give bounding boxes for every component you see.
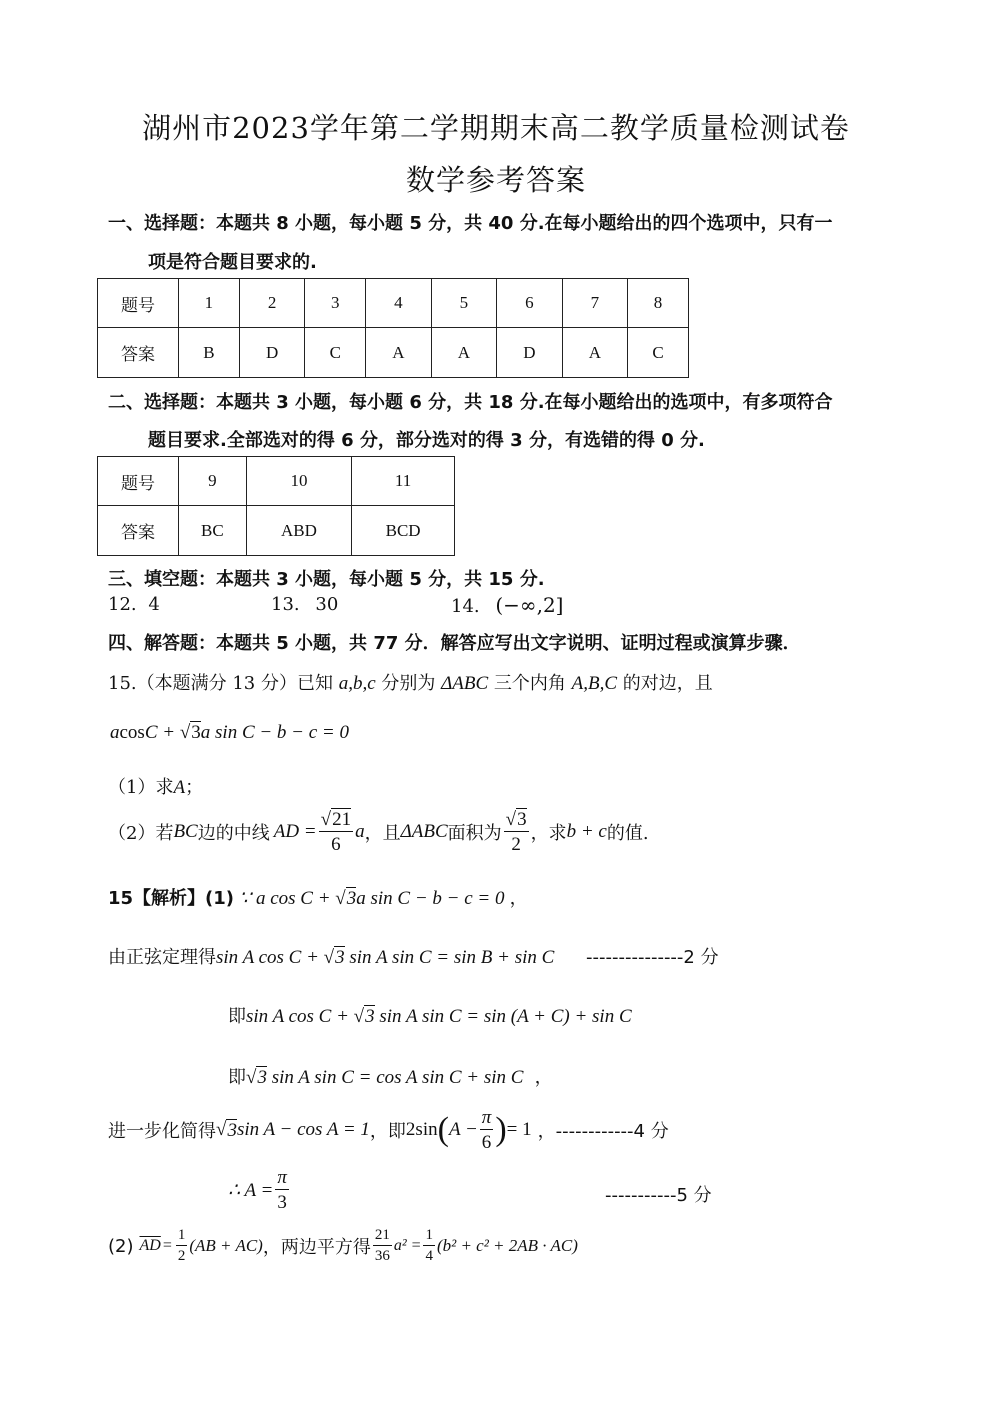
- fill-q13-number: 13.: [271, 594, 300, 615]
- q15-part1: [108, 773, 203, 799]
- solution-l7-half-num: 1: [176, 1228, 188, 1246]
- table-1-answer: B: [179, 328, 240, 378]
- solution-l1-math: ∵ a cos C +: [239, 888, 336, 909]
- q15-stem-angles: A,B,C: [571, 673, 618, 694]
- q15-part2-triangle: ΔABC: [400, 821, 448, 842]
- table-1-answer: D: [239, 328, 304, 378]
- table-1-answer: A: [366, 328, 431, 378]
- table-1-number: 6: [497, 279, 562, 328]
- q15-part2-mid3: 面积为: [447, 823, 502, 844]
- table-2-answer-header: 答案: [98, 506, 179, 556]
- table-1-number: 4: [366, 279, 431, 328]
- fill-q13-answer: 30: [315, 594, 339, 615]
- solution-l7-quarter: [423, 1228, 435, 1264]
- table-2-number-header: 题号: [98, 457, 179, 506]
- solution-l3-sqrt: 3: [365, 1006, 375, 1027]
- solution-l4-math: sin A sin C = cos A sin C + sin C: [266, 1067, 524, 1088]
- table-1-number: 1: [179, 279, 240, 328]
- solution-l2-math-a: sin A cos C +: [216, 947, 324, 968]
- table-2-number: 10: [246, 457, 351, 506]
- q15-part1-suffix: ；: [185, 777, 204, 798]
- solution-l5-mid: ，即: [369, 1121, 406, 1142]
- q15-part2-area-fraction: $\frac{√3}{2}$: [505, 809, 527, 855]
- solution-l7-frac-den: 36: [374, 1248, 390, 1264]
- section-2-heading: 二、选择题：本题共 3 小题，每小题 6 分，共 18 分.在每小题给出的选项中，有多项符合: [108, 392, 833, 413]
- q15-stem-mid2: 三个内角: [493, 673, 566, 694]
- q15-condition: acosC + √3a sin C − b − c = 0: [110, 722, 350, 743]
- q15-stem-prefix: 15.（本题满分 13 分）已知: [108, 673, 333, 694]
- q15-stem-suffix: 的对边，且: [622, 673, 713, 694]
- solution-line-6: [228, 1168, 291, 1212]
- solution-l5-fraction: [480, 1108, 494, 1152]
- q15-part2-fraction: $\frac{√21}{6}$: [320, 809, 352, 855]
- q15-part2: [108, 810, 649, 854]
- solution-l7-half: [176, 1228, 188, 1264]
- section-1-heading-cont: 项是符合题目要求的.: [148, 252, 317, 273]
- solution-l4-prefix: 即: [228, 1067, 246, 1088]
- section-4-heading: 四、解答题：本题共 5 小题，共 77 分．解答应写出文字说明、证明过程或演算步骤．: [108, 633, 801, 654]
- table-1-number: 5: [431, 279, 496, 328]
- table-2-answer: ABD: [246, 506, 351, 556]
- solution-l5-prefix: 进一步化简得: [108, 1121, 216, 1142]
- solution-line-7: [108, 1228, 578, 1264]
- fill-q13: [271, 594, 338, 615]
- solution-line-3: 即sin A cos C + √3 sin A sin C = sin (A + C) + sin C: [228, 1006, 632, 1027]
- solution-l4-sqrt: 3: [257, 1067, 267, 1088]
- solution-l3-prefix: 即: [228, 1006, 246, 1027]
- q15-part2-mid2: ，且: [364, 823, 401, 844]
- solution-l7-rhs: (b² + c² + 2AB · AC): [436, 1236, 578, 1255]
- solution-l5-pi: π: [481, 1107, 492, 1128]
- section-2-heading-cont: 题目要求.全部选对的得 6 分，部分选对的得 3 分，有选错的得 0 分.: [148, 430, 705, 451]
- solution-line-1: 15【解析】(1) ∵ a cos C + √3a sin C − b − c = 0 ，: [108, 888, 528, 909]
- q15-part2-area-num: 3: [517, 809, 527, 830]
- solution-l2-math-b: sin A sin C = sin B + sin C: [344, 947, 555, 968]
- table-1-answer: A: [562, 328, 627, 378]
- solution-line-2: 由正弦定理得sin A cos C + √3 sin A sin C = sin B + sin C ---------------2 分: [108, 943, 808, 969]
- q15-condition-sqrt: 3: [191, 722, 201, 743]
- q15-part2-mid: 边的中线: [197, 823, 270, 844]
- fill-q14: [451, 593, 563, 617]
- solution-l7-frac-num: 21: [373, 1228, 392, 1246]
- fill-q14-number: 14.: [451, 596, 480, 617]
- table-2-answer: BC: [179, 506, 247, 556]
- table-1-answer: A: [431, 328, 496, 378]
- solution-line-5: 进一步化简得 √ 3 sin A − cos A = 1 ，即 2sin ( A − $\frac{\pi}{6}$ ) = 1 ，------------4 分: [108, 1107, 669, 1153]
- solution-l2-prefix: 由正弦定理得: [108, 947, 216, 968]
- solution-l5-six: 6: [481, 1132, 492, 1153]
- solution-l7-a2: a² =: [393, 1237, 422, 1254]
- q15-part2-frac-den: 6: [331, 834, 341, 855]
- q15-part2-bpc: b + c: [566, 821, 607, 842]
- solution-l5-lead: 2sin: [405, 1119, 438, 1140]
- q15-condition-c: C +: [144, 722, 180, 743]
- solution-l6-pi: π: [277, 1167, 287, 1188]
- solution-l7-frac: [373, 1228, 392, 1264]
- q15-stem-triangle: ΔABC: [441, 673, 489, 694]
- q15-part2-bc: BC: [173, 821, 198, 842]
- q15-condition-cos: cos: [119, 722, 145, 743]
- table-1-number-header: 题号: [98, 279, 179, 328]
- solution-l5-score: ，------------4 分: [537, 1121, 669, 1142]
- table-1-number: 2: [239, 279, 304, 328]
- table-2-answer: BCD: [352, 506, 455, 556]
- solution-l6-math: ∴ A =: [228, 1179, 274, 1201]
- fill-q14-answer: (−∞,2]: [495, 593, 564, 617]
- document-title: 湖州市2023学年第二学期期末高二教学质量检测试卷: [142, 111, 850, 145]
- solution-l6-three: 3: [277, 1192, 287, 1213]
- fill-q12-number: 12.: [108, 594, 137, 615]
- q15-part2-ad: AD =: [273, 821, 317, 842]
- q15-part2-prefix: （2）若: [108, 823, 174, 844]
- q15-part2-frac-num: 21: [332, 809, 352, 830]
- solution-l5-sqrt: 3: [227, 1119, 237, 1141]
- solution-l5-tail: = 1: [506, 1119, 532, 1140]
- table-1-answer: C: [628, 328, 689, 378]
- answer-table-1: [97, 278, 689, 378]
- solution-l6-fraction: [275, 1168, 289, 1212]
- solution-l3-math-b: sin A sin C = sin (A + C) + sin C: [374, 1006, 632, 1027]
- solution-l7-vec: (AB + AC): [189, 1236, 263, 1255]
- q15-part1-var: A: [173, 777, 186, 798]
- table-2-number: 11: [352, 457, 455, 506]
- q15-condition-a: a: [110, 722, 120, 743]
- section-1-heading: 一、选择题：本题共 8 小题，每小题 5 分，共 40 分.在每小题给出的四个选项中，只有一: [108, 213, 833, 234]
- q15-part2-a: a: [355, 821, 365, 842]
- solution-l1-end: ，: [509, 888, 528, 909]
- solution-l7-q-num: 1: [423, 1228, 435, 1246]
- q15-stem: [108, 669, 713, 695]
- document-subtitle: 数学参考答案: [405, 163, 586, 197]
- table-1-answer: D: [497, 328, 562, 378]
- q15-condition-rest: a sin C − b − c = 0: [200, 722, 350, 743]
- solution-l2-sqrt: 3: [335, 947, 345, 968]
- solution-l3-math-a: sin A cos C +: [246, 1006, 354, 1027]
- q15-part2-suffix: 的值.: [606, 823, 649, 844]
- section-3-heading: 三、填空题：本题共 3 小题，每小题 5 分，共 15 分.: [108, 569, 545, 590]
- answer-table-2: [97, 456, 455, 556]
- solution-l5-paren-a: A −: [448, 1119, 478, 1140]
- solution-l7-half-den: 2: [177, 1248, 186, 1264]
- solution-l7-ad: $\overline{AD}$: [139, 1237, 161, 1254]
- solution-l7-eq: =: [162, 1237, 172, 1254]
- q15-part2-mid4: ，求: [530, 823, 567, 844]
- table-1-number: 3: [305, 279, 366, 328]
- fill-q12: [108, 594, 160, 615]
- solution-l7-q-den: 4: [425, 1248, 433, 1264]
- solution-l5-math: sin A − cos A = 1: [236, 1119, 370, 1140]
- solution-l4-end: ，: [534, 1067, 553, 1088]
- solution-l6-score: -----------5 分: [605, 1185, 712, 1206]
- q15-part1-prefix: （1）求: [108, 777, 174, 798]
- solution-heading: 15【解析】(1): [108, 888, 235, 909]
- solution-l7-prefix: (2): [108, 1235, 134, 1257]
- solution-l1-tail: a sin C − b − c = 0: [356, 888, 505, 909]
- q15-stem-mid: 分别为: [381, 673, 436, 694]
- solution-l2-score: ---------------2 分: [586, 947, 719, 968]
- fill-q12-answer: 4: [148, 594, 160, 615]
- solution-l1-sqrt: 3: [346, 888, 357, 909]
- table-1-answer-header: 答案: [98, 328, 179, 378]
- q15-part2-area-den: 2: [511, 834, 521, 855]
- solution-line-4: 即√3 sin A sin C = cos A sin C + sin C ，: [228, 1067, 553, 1088]
- table-2-number: 9: [179, 457, 247, 506]
- table-1-number: 7: [562, 279, 627, 328]
- table-1-number: 8: [628, 279, 689, 328]
- table-1-answer: C: [305, 328, 366, 378]
- q15-stem-vars: a,b,c: [338, 673, 376, 694]
- solution-l7-mid: ，两边平方得: [262, 1237, 371, 1258]
